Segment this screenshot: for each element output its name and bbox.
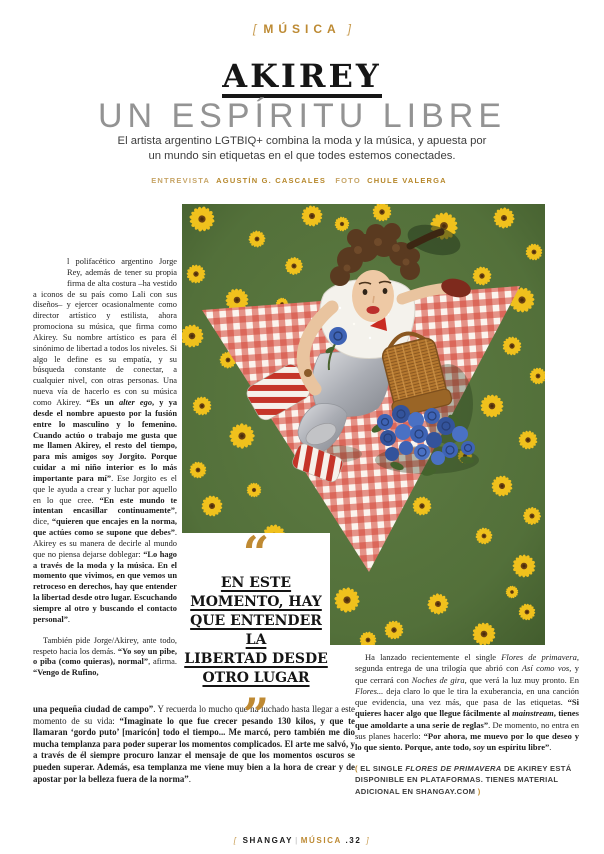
open-quote-icon: “ <box>242 526 270 580</box>
magazine-name: SHANGAY <box>242 836 294 845</box>
article-dek: El artista argentino LGTBIQ+ combina la moda y la música, y apuesta por un mundo sin etiquetas en el que todes estemos conectades. <box>117 135 487 162</box>
close-quote-icon: ” <box>242 688 270 742</box>
article-paragraph-2: También pide Jorge/Akirey, ante todo, respeto hacia los demás. “Yo soy un pibe, o piba (como quieras), normal”, afirma. “Vengo de Rufino, <box>33 635 177 678</box>
bracket-left: [ <box>233 836 238 845</box>
page-footer <box>0 836 604 845</box>
page-subtitle: UN ESPÍRITU LIBRE <box>97 97 507 135</box>
article-column-1: l polifacético argentino Jorge Rey, además de tener su propia firma de alta costura –ha vestido a iconos de su país como Lali con sus diseños– y ejercer ocasionalmente como director artístico y estilista, ahora promociona su música, que firma como Akirey. Su nombre artístico es para él sinónimo de libertad a todos los niveles. Si algo le define es su empatía, y su búsqueda constante de conectar, a cualquier nivel, con otras personas. Una nueva vía de hacerlo es con su música como Akirey. “Es un alter ego, y ya desde el nombre apuesto por la fusión entre lo masculino y lo femenino. Cuando actúo o trabajo me gusta que me llamen Akirey, el resto del tiempo, para mis amigos soy Jorgito. Porque cuidar a mi niño interior es lo más importante para mí”. Ese Jorgito es el que le ayuda a crear y luchar por aquello en lo que cree. “En este mundo te intentan encasillar continuamente”, dice, “quieren que encajes en la norma, que actúes como se supone que debes”. Akirey es su manera de decirle al mundo que no piensa dejarse doblegar: “Lo hago a través de la moda y la música. En el momento que vivimos, en que vemos un retroceso en derechos, hay que entender la libertad desde otro lugar. Escuchando siempre al otro y buscando el contacto personal”. También pide Jorge/Akirey, ante todo, respeto hacia los demás. “Yo soy un pibe, o piba (como quieras), normal”, afirma. “Vengo de Rufino, <box>33 257 177 678</box>
article-column-2 <box>355 652 579 837</box>
footer-separator: | <box>295 836 299 845</box>
pull-quote-line: MOMENTO, HAY <box>190 594 322 610</box>
pull-quote-line: QUE ENTENDER LA <box>190 613 322 648</box>
pull-quote-line: OTRO LUGAR <box>202 670 310 686</box>
photo-label: FOTO <box>335 176 361 185</box>
pull-quote <box>178 526 334 742</box>
byline <box>0 176 604 185</box>
single-availability-note: ( EL SINGLE FLORES DE PRIMAVERA DE AKIREY ESTÁ DISPONIBLE EN PLATAFORMAS. TIENES MATERIAL ADICIONAL EN SHANGAY.COM ) <box>355 763 572 796</box>
page-title-text: AKIREY <box>222 60 381 98</box>
article-wide-block: una pequeña ciudad de campo”. Y recuerda lo mucho que ha luchado hasta llegar a este momento de su vida: “Imaginate lo que fue crecer pesando 130 kilos, y que te llamaran ‘gordo puto’ [maricón] todo el tiempo... Me marcó, pero también me dio mucha templanza para poder superar los momentos complicados. El arte me salvó, y a través de él siempre procuro lanzar el mensaje de que los momentos oscuros se pueden superar. Además, esa templanza me viene muy bien a la hora de crear y de apostar por la belleza fuera de la norma”. <box>33 704 355 784</box>
page-title <box>0 57 604 98</box>
pull-quote-line: LIBERTAD DESDE <box>184 651 328 667</box>
article-paragraph-3: Ha lanzado recientemente el single Flores de primavera, segunda entrega de una trilogía que abrió con Así como vos, y que cerrará con Noches de gira, que verá la luz muy pronto. En Flores... deja claro lo que le tira la exuberancia, en una canción que evidencia, una vez más, que pasa de las etiquetas. “Si quieres hacer algo que llegue fácilmente al mainstream, tienes que amoldarte a una serie de reglas”. De momento, no entra en sus planes hacerlo: “Por ahora, me muevo por lo que deseo y lo que siento. Porque, ante todo, soy un espíritu libre”. <box>355 652 579 753</box>
section-label <box>0 22 604 36</box>
bracket-left: [ <box>252 22 257 36</box>
photographer-name: CHULE VALERGA <box>367 176 447 185</box>
bracket-right: ] <box>347 22 352 36</box>
bracket-right: ] <box>366 836 371 845</box>
pull-quote-line: EN ESTE <box>220 575 292 591</box>
footer-section: MÚSICA <box>300 836 342 845</box>
section-label-text: MÚSICA <box>263 22 341 36</box>
interview-label: ENTREVISTA <box>151 176 210 185</box>
page-number: .32 <box>345 836 362 845</box>
drop-cap-e <box>33 258 62 288</box>
interviewer-name: AGUSTÍN G. CASCALES <box>216 176 327 185</box>
